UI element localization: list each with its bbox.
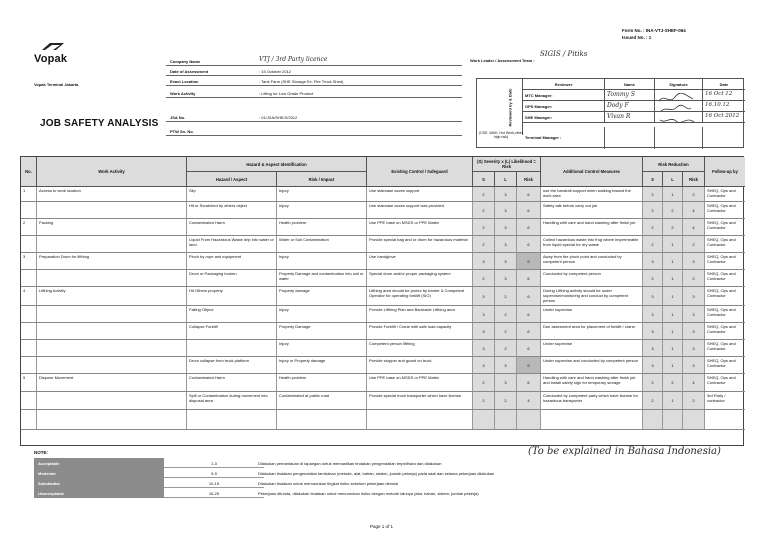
table-row — [21, 374, 745, 392]
cell-likelihood: 2 — [495, 340, 517, 356]
col-activity-header: Work Activity — [37, 157, 187, 187]
cell-severity-after: 2 — [643, 392, 663, 409]
signature-blank — [655, 127, 703, 149]
field-label: Work Activity — [170, 91, 196, 96]
cell-severity: 2 — [473, 202, 495, 218]
cell-control: Provide stopper and guard on truck — [367, 357, 473, 373]
risk-range: 5-9 — [164, 468, 264, 478]
cell-no: 4 — [21, 287, 37, 305]
cell-hazard: Hit or Scratched by others object — [187, 202, 277, 218]
risk-level-label: Moderate — [34, 468, 164, 478]
cell-risk-score: 9 — [517, 357, 541, 373]
cell-risk: Property damage — [277, 287, 367, 305]
cell-severity: 3 — [473, 340, 495, 356]
field-value: : Tank Farm (SHE Storage Ex. Fire Truck Shed) — [259, 79, 344, 84]
cell-no: 1 — [21, 187, 37, 201]
cell-risk — [277, 410, 367, 429]
cell-control: Provide special bag and or drum for hazardous material — [367, 236, 473, 252]
cell-activity: Preparation Drum for lifthing — [37, 253, 187, 269]
cell-control: Special drum and/or proper packaging system — [367, 270, 473, 286]
cell-risk-after: 3 — [683, 253, 705, 269]
cell-activity — [37, 236, 187, 252]
cell-no — [21, 306, 37, 322]
reviewer-role: MTC Manager: — [523, 90, 605, 101]
cell-severity-after: 2 — [643, 236, 663, 252]
field-location — [166, 76, 462, 86]
table-row — [21, 323, 745, 340]
cell-likelihood-after: 1 — [663, 187, 683, 201]
cell-control: Lifthing area should be protec by barrier & Competent Operator for operating forklift (SIO) — [367, 287, 473, 305]
field-work-activity — [166, 88, 462, 98]
reviewer-date — [703, 127, 745, 149]
vopak-logo — [34, 42, 74, 66]
cell-severity: 3 — [473, 253, 495, 269]
cell-risk: Health problem — [277, 374, 367, 391]
page-number: Page 1 of 1 — [370, 524, 394, 529]
cell-severity-after — [643, 410, 663, 429]
cell-likelihood-after: 1 — [663, 253, 683, 269]
cell-followup: SHEQ, Ops and Contractor — [707, 254, 736, 264]
table-row — [21, 187, 745, 202]
cell-risk: Contaminated at public road — [277, 392, 367, 409]
cell-severity-after: 3 — [643, 306, 663, 322]
reviewer-row — [523, 112, 745, 123]
reviewer-date: 16 Oct 12 — [705, 91, 733, 97]
cell-activity — [37, 392, 187, 409]
table-row — [21, 253, 745, 270]
cell-risk: Injury — [277, 202, 367, 218]
cell-additional — [541, 410, 643, 429]
col-followup-header: Follow-up by — [705, 157, 745, 187]
cell-risk-score: 4 — [517, 392, 541, 409]
cell-additional: Collect hazardous waste into frog where impermeable from liquid special for dry waste — [541, 236, 643, 252]
cell-severity-after: 2 — [643, 219, 663, 235]
cell-activity: Lifthing Activity — [37, 287, 187, 305]
cell-severity: 2 — [473, 187, 495, 201]
cell-risk-after: 2 — [683, 187, 705, 201]
field-ptw — [166, 126, 462, 136]
cell-likelihood-after — [663, 410, 683, 429]
cell-hazard: Falling Object — [187, 306, 277, 322]
cell-risk-score: 6 — [517, 270, 541, 286]
cell-followup — [705, 410, 745, 429]
cell-risk-after: 4 — [683, 219, 705, 235]
reviewed-by-label: Reviewed by & Date — [507, 88, 513, 127]
cell-risk: Property Damage — [277, 323, 367, 339]
field-value: : Lifting for Low Grade Product — [259, 91, 314, 96]
cell-severity: 3 — [473, 287, 495, 305]
name-header: Name — [605, 79, 655, 90]
table-row — [21, 236, 745, 253]
reviewer-date: 16.10.12 — [705, 102, 730, 108]
cell-likelihood-after: 1 — [663, 236, 683, 252]
cell-severity-after: 2 — [643, 187, 663, 201]
cell-likelihood-after: 2 — [663, 374, 683, 391]
note-row-moderate — [34, 468, 754, 478]
cell-followup: SHEQ, Ops and Contractor — [707, 307, 736, 317]
cell-additional: Safety talk before carry out job — [541, 202, 643, 218]
risk-description: Dilakukan tindakan untuk menurunkan tingkat risiko sebelum pekerjaan dimulai — [258, 481, 399, 486]
cell-severity: 3 — [473, 306, 495, 322]
cell-risk-score: 6 — [517, 323, 541, 339]
cell-likelihood-after: 1 — [663, 340, 683, 356]
cell-risk-after: 3 — [683, 306, 705, 322]
cell-followup: 3rd Party / contractor — [707, 393, 726, 403]
cell-control — [367, 410, 473, 429]
cell-risk-score: 6 — [517, 236, 541, 252]
reviewer-role: Terminal Manager : — [523, 127, 605, 149]
cell-no — [21, 357, 37, 373]
cell-risk-after: 3 — [683, 357, 705, 373]
note-row-substantial — [34, 478, 754, 488]
form-number: Form No. : INA-VTJ-SHEF-064 — [622, 28, 686, 33]
cell-risk: Injury — [277, 340, 367, 356]
table-row — [21, 306, 745, 323]
risk-range: 1-3 — [164, 458, 264, 468]
cell-likelihood-after: 2 — [663, 202, 683, 218]
table-row — [21, 202, 745, 219]
risk-level-label: Unacceptable — [34, 488, 164, 498]
risk-range: 10-15 — [164, 478, 264, 488]
cell-risk-after — [683, 410, 705, 429]
cell-risk-after: 4 — [683, 374, 705, 391]
terminal-name: Vopak Terminal Jakarta — [34, 82, 79, 87]
cell-additional: Away from the pinch point and conducted by competent person — [541, 253, 643, 269]
reviewer-name: Tommy S — [605, 90, 655, 101]
col-risk-header: Risk / Impact — [277, 172, 367, 187]
cell-risk-score: 6 — [517, 202, 541, 218]
cell-risk-after: 2 — [683, 270, 705, 286]
reduction-group-header: Risk Reduction — [643, 157, 705, 172]
cell-likelihood: 3 — [495, 219, 517, 235]
cell-control: Competent person lifthing — [367, 340, 473, 356]
col-l2-header: L — [663, 172, 683, 187]
field-label: Exact Location — [170, 79, 199, 84]
cell-activity — [37, 270, 187, 286]
table-row — [21, 392, 745, 410]
cell-control: Use staircase acces support — [367, 187, 473, 201]
cell-severity-after: 2 — [643, 374, 663, 391]
cell-no — [21, 410, 37, 429]
cell-severity: 2 — [473, 374, 495, 391]
cell-followup: SHEQ, Ops and Contractor — [707, 288, 736, 298]
field-value: : 15 October 2012 — [259, 69, 292, 74]
risk-range: 16-25 — [164, 488, 264, 498]
cell-likelihood-after: 1 — [663, 306, 683, 322]
col-risk2-header: Risk — [683, 172, 705, 187]
work-leader-label: Work Leader / Assessment Team : — [470, 58, 535, 63]
brand-name: Vopak — [34, 53, 68, 65]
cell-likelihood: 3 — [495, 357, 517, 373]
reviewer-header: Reviewer — [523, 79, 605, 90]
cell-additional: Due assesment area for placement of forklift / crane. — [541, 323, 643, 339]
cell-followup: SHEQ, Ops and Contractor — [707, 375, 736, 385]
field-label: Date of Assessment — [170, 69, 209, 74]
cell-no — [21, 392, 37, 409]
reviewer-grid — [523, 79, 745, 149]
cell-no — [21, 323, 37, 339]
cell-risk-after: 3 — [683, 323, 705, 339]
cell-likelihood: 3 — [495, 236, 517, 252]
cell-no: 5 — [21, 374, 37, 391]
signature-header: Signature — [655, 79, 703, 90]
cell-likelihood-after: 1 — [663, 323, 683, 339]
field-jsa-no — [166, 112, 462, 122]
cell-hazard — [187, 410, 277, 429]
date-header: Date — [719, 82, 729, 87]
cell-risk-score: 6 — [517, 374, 541, 391]
cell-risk-after: 2 — [683, 236, 705, 252]
page-title: JOB SAFETY ANALYSIS — [40, 118, 159, 129]
cell-severity: 2 — [473, 236, 495, 252]
risk-description: Dilakukan pemantauan di lapangan untuk memastikan tindakan pengendalian terpelihara dan dilakukan — [258, 461, 442, 466]
review-note: (CSE, WAH, Hot Work,other high risk) — [479, 131, 523, 139]
cell-activity: Access to work location — [37, 187, 187, 201]
cell-hazard: Spill or Contamination during movement into disposal area — [187, 392, 277, 409]
cell-hazard: Contaminated Harm — [187, 374, 277, 391]
cell-severity: 2 — [473, 270, 495, 286]
cell-risk-after: 3 — [683, 287, 705, 305]
cell-hazard: Liquid From Hazardous Waste drip into water or land — [187, 236, 277, 252]
field-label: PTW Sn. No. — [170, 129, 194, 134]
cell-followup: SHEQ, Ops and Contractor — [707, 324, 736, 334]
cell-likelihood: 2 — [495, 287, 517, 305]
table-row — [21, 287, 745, 306]
risk-description: Pekerjaan ditunda, dilakukan tindakan untuk menurunkan risiko dengan metode lainnya (alat, bahan, sistem, jumlah pekerja) — [258, 491, 479, 496]
cell-control: Use PPE base on MSDS or PPE Matrix — [367, 374, 473, 391]
cell-additional: use the handrail support when walking toward the work area — [541, 187, 643, 201]
cell-risk-score: 6 — [517, 287, 541, 305]
risk-level-label: Substantial — [34, 478, 164, 488]
cell-severity: 2 — [473, 392, 495, 409]
table-row — [21, 357, 745, 374]
cell-additional: Under supervise — [541, 306, 643, 322]
cell-activity: Packing — [37, 219, 187, 235]
cell-severity-after: 3 — [643, 287, 663, 305]
cell-no — [21, 270, 37, 286]
reviewer-role: SHE Manager: — [523, 112, 605, 123]
cell-severity: 3 — [473, 323, 495, 339]
cell-additional: Under supervise and conducted by competent person — [541, 357, 643, 373]
cell-additional: During Lifthing activity should be under supervise/monitoring and conduct by competent person — [541, 287, 643, 305]
field-label: Company Name — [170, 59, 201, 64]
cell-activity — [37, 323, 187, 339]
cell-hazard: Drum collapse from truck platform — [187, 357, 277, 373]
cell-likelihood: 2 — [495, 323, 517, 339]
cell-severity — [473, 410, 495, 429]
cell-followup: SHEQ, Ops and Contractor — [707, 220, 736, 230]
cell-risk: Property Damage and contamination into soil or water — [277, 270, 367, 286]
note-row-unacceptable — [34, 488, 754, 498]
handwritten-note: (To be explained in Bahasa Indonesia) — [528, 446, 721, 457]
cell-no: 2 — [21, 219, 37, 235]
cell-hazard: Hit Others property — [187, 287, 277, 305]
cell-likelihood: 3 — [495, 253, 517, 269]
cell-followup: SHEQ, Ops and Contractor — [707, 188, 736, 198]
cell-hazard — [187, 340, 277, 356]
cell-severity-after: 3 — [643, 340, 663, 356]
signature-icon — [657, 115, 697, 125]
cell-activity — [37, 357, 187, 373]
signature-mark — [655, 101, 703, 112]
cell-severity: 3 — [473, 357, 495, 373]
work-leader-value: SIGIS / Pitiks — [540, 50, 588, 58]
reviewer-name — [605, 127, 655, 149]
cell-risk: Injury — [277, 187, 367, 201]
reviewer-name: Dody F — [605, 101, 655, 112]
cell-no — [21, 236, 37, 252]
cell-control: Provide special truck transporter which have license — [367, 392, 473, 409]
cell-no — [21, 202, 37, 218]
cell-followup: SHEQ, Ops and Contractor — [707, 271, 736, 281]
cell-activity — [37, 202, 187, 218]
cell-risk-score: 9 — [517, 253, 541, 269]
cell-risk: Health problem — [277, 219, 367, 235]
table-row — [21, 270, 745, 287]
risk-description: Dilakukan tindakan pengendalian tambahan (metode, alat, bahan, sistem, jumlah pekerja) pada saat dan selama pekerjaan dilakukan — [258, 471, 495, 476]
cell-control: Provide Lifthing Plan and Barricade Lifthing area — [367, 306, 473, 322]
table-row — [21, 219, 745, 236]
col-l-header: L — [495, 172, 517, 187]
reviewer-date: 16 Oct 2012 — [705, 113, 740, 119]
cell-likelihood-after: 1 — [663, 287, 683, 305]
cell-additional: Handling with care and hand washing after finish job — [541, 219, 643, 235]
cell-risk: Water or Soil Contamination — [277, 236, 367, 252]
col-additional-header: Additional Control Measures — [541, 157, 643, 187]
cell-likelihood: 3 — [495, 187, 517, 201]
reviewer-row — [523, 90, 745, 101]
field-date — [166, 66, 462, 76]
cell-additional: Conducted by competent person — [541, 270, 643, 286]
cell-risk-score: 6 — [517, 340, 541, 356]
cell-severity-after: 3 — [643, 323, 663, 339]
cell-likelihood: 3 — [495, 270, 517, 286]
jsa-table — [20, 156, 744, 446]
cell-severity-after: 3 — [643, 253, 663, 269]
reviewer-row — [523, 101, 745, 112]
cell-likelihood-after: 1 — [663, 357, 683, 373]
cell-additional: Conducted by competent party which have license for hazardous transporter — [541, 392, 643, 409]
cell-control: Use PPE base on MSDS or PPE Matrix — [367, 219, 473, 235]
signature-mark — [655, 112, 703, 123]
cell-likelihood-after: 1 — [663, 270, 683, 286]
cell-risk: Injury — [277, 306, 367, 322]
cell-followup: SHEQ, Ops and Contractor — [707, 237, 736, 247]
col-s2-header: S — [643, 172, 663, 187]
cell-followup: SHEQ, Ops and Contractor — [707, 203, 736, 213]
field-value: : 01/JSA/SHE/X/2012 — [259, 115, 298, 120]
cell-activity — [37, 410, 187, 429]
cell-likelihood: 2 — [495, 306, 517, 322]
col-hazard-header: Hazard / Aspect — [187, 172, 277, 187]
reviewer-role: OPS Manager: — [523, 101, 605, 112]
cell-severity-after: 2 — [643, 202, 663, 218]
cell-hazard: Drum or Packaging broken — [187, 270, 277, 286]
table-row — [21, 340, 745, 357]
cell-no — [21, 340, 37, 356]
cell-likelihood: 3 — [495, 374, 517, 391]
cell-additional: Handling with care and hand washing after finish job and install safety sign for temporary storage — [541, 374, 643, 391]
cell-risk-score: 6 — [517, 187, 541, 201]
cell-control: Use handglove — [367, 253, 473, 269]
table-row — [21, 410, 745, 430]
cell-likelihood-after: 1 — [663, 392, 683, 409]
cell-activity — [37, 340, 187, 356]
risk-level-label: Acceptable — [34, 458, 164, 468]
cell-likelihood-after: 2 — [663, 219, 683, 235]
cell-activity: Dispose Movement — [37, 374, 187, 391]
hazard-group-header: Hazard & Aspect Identification — [187, 157, 367, 172]
cell-control: Provide Forklift / Crane with safe load capacity — [367, 323, 473, 339]
cell-control: Use staircase acces support was provided — [367, 202, 473, 218]
signature-mark — [655, 90, 703, 101]
col-no-header: No. — [21, 157, 37, 187]
cell-risk-score — [517, 410, 541, 429]
cell-risk-after: 2 — [683, 392, 705, 409]
cell-no: 3 — [21, 253, 37, 269]
cell-hazard: Slip — [187, 187, 277, 201]
reviewer-row — [523, 127, 745, 149]
note-title: NOTE: — [34, 450, 48, 455]
review-box — [476, 78, 744, 148]
cell-hazard: Contaminated Harm — [187, 219, 277, 235]
field-company — [166, 56, 462, 66]
severity-group-header: (S) Severity x (L) Likelihood = Risk — [473, 157, 541, 172]
cell-followup: SHEQ, Ops and Contractor — [707, 341, 736, 351]
cell-hazard: Collapse Forklift — [187, 323, 277, 339]
cell-severity: 2 — [473, 219, 495, 235]
field-value: VTJ / 3rd Party licence — [259, 56, 328, 63]
note-row-acceptable — [34, 458, 754, 468]
col-risk-score-header: Risk — [517, 172, 541, 187]
issued-number: Issued No. : 1 — [622, 35, 652, 40]
vopak-logo-icon — [40, 42, 66, 52]
field-label: JSA No. — [170, 115, 186, 120]
cell-severity-after: 2 — [643, 270, 663, 286]
cell-risk-after: 3 — [683, 340, 705, 356]
cell-likelihood — [495, 410, 517, 429]
cell-likelihood: 3 — [495, 202, 517, 218]
cell-risk-score: 6 — [517, 306, 541, 322]
cell-additional: Under supervise — [541, 340, 643, 356]
cell-risk: Injury or Property damage — [277, 357, 367, 373]
cell-activity — [37, 306, 187, 322]
cell-risk-score: 6 — [517, 219, 541, 235]
cell-risk-after: 4 — [683, 202, 705, 218]
cell-risk: Injury — [277, 253, 367, 269]
reviewer-header-row — [523, 79, 745, 90]
cell-hazard: Pinch by rope and equipment — [187, 253, 277, 269]
cell-followup: SHEQ, Ops and Contractor — [707, 358, 736, 368]
col-s-header: S — [473, 172, 495, 187]
cell-likelihood: 2 — [495, 392, 517, 409]
reviewed-by-cell — [477, 79, 523, 135]
reviewer-name: Vivan R — [605, 112, 655, 123]
cell-severity-after: 3 — [643, 357, 663, 373]
col-control-header: Existing Control / Safeguard — [367, 157, 473, 187]
